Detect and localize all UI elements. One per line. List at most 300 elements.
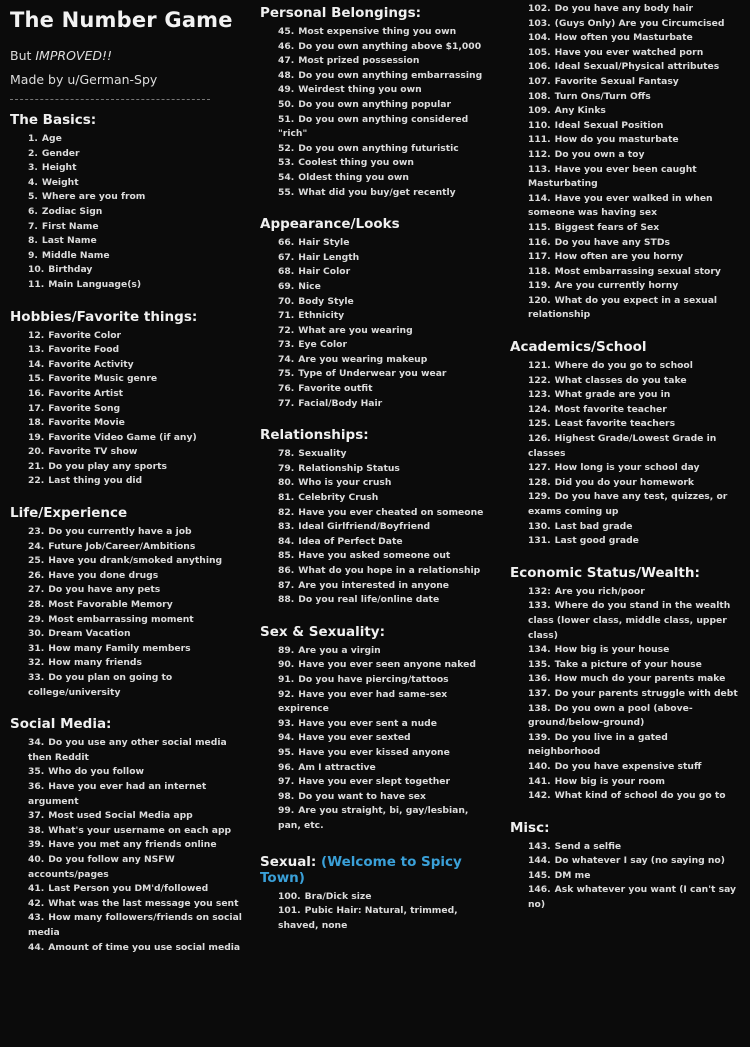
question-item <box>510 520 742 535</box>
section-title: Social Media: <box>10 716 112 733</box>
question-text: Age <box>41 133 62 144</box>
question-number: 14. <box>28 358 45 370</box>
question-text: Zodiac Sign <box>41 205 103 217</box>
question-item <box>510 702 742 731</box>
question-number: 33. <box>28 672 45 683</box>
question-number: 109. <box>528 105 551 117</box>
question-item <box>510 417 742 432</box>
question-text: Main Language(s) <box>48 278 142 290</box>
question-number: 13. <box>28 344 45 356</box>
question-number: 30. <box>28 628 45 640</box>
question-text: Do you own anything embarrassing <box>298 69 483 81</box>
question-number: 75. <box>278 368 295 380</box>
question-number: 25. <box>28 555 45 567</box>
section-relationships <box>260 427 492 608</box>
question-number: 7. <box>28 220 38 232</box>
question-text: Most prized possession <box>298 55 420 67</box>
question-number: 132: <box>528 585 551 597</box>
question-number: 24. <box>28 540 45 552</box>
question-number: 51. <box>278 113 295 125</box>
question-item <box>10 911 242 940</box>
question-text: Take a picture of your house <box>554 658 702 670</box>
question-text: Idea of Perfect Date <box>298 535 403 547</box>
question-text: Eye Color <box>298 339 348 351</box>
section-sexual-continued <box>510 2 742 323</box>
question-item <box>510 461 742 476</box>
question-text: Have you ever had an internet argument <box>28 780 207 807</box>
question-number: 124. <box>528 403 551 415</box>
question-number: 34. <box>28 737 45 749</box>
question-item <box>10 554 242 569</box>
question-text: What classes do you take <box>554 374 687 386</box>
section-misc <box>510 820 742 913</box>
question-item <box>510 476 742 491</box>
question-number: 38. <box>28 824 45 836</box>
question-number: 83. <box>278 521 295 533</box>
question-number: 27. <box>28 584 45 596</box>
question-number: 45. <box>278 26 295 37</box>
question-text: Do you own anything above $1,000 <box>298 40 482 52</box>
question-number: 72. <box>278 324 295 336</box>
question-number: 36. <box>28 780 45 792</box>
section-title: Academics/School <box>510 339 647 356</box>
question-item <box>10 147 242 162</box>
question-text: Do you have any STDs <box>554 236 670 248</box>
question-number: 15. <box>28 373 45 385</box>
question-text: Highest Grade/Lowest Grade in classes <box>528 433 717 459</box>
question-number: 23. <box>28 526 45 538</box>
question-item <box>510 359 742 374</box>
question-text: Last Person you DM'd/followed <box>48 883 209 895</box>
question-item <box>260 251 492 266</box>
question-number: 1. <box>28 133 38 144</box>
question-item <box>10 190 242 205</box>
question-text: What grade are you in <box>554 389 671 401</box>
question-text: Have you drank/smoked anything <box>48 555 223 567</box>
section-title: Misc: <box>510 819 550 836</box>
question-item <box>10 176 242 191</box>
question-item <box>510 658 742 673</box>
question-text: Do you own anything futuristic <box>298 142 459 154</box>
question-number: 20. <box>28 446 45 458</box>
question-number: 44. <box>28 941 45 953</box>
question-number: 40. <box>28 853 45 865</box>
question-item <box>10 358 242 373</box>
question-item <box>10 627 242 642</box>
question-text: Ideal Sexual/Physical attributes <box>554 61 720 73</box>
question-item <box>10 598 242 613</box>
question-text: How often you Masturbate <box>554 32 693 44</box>
question-text: Do whatever I say (no saying no) <box>554 855 725 867</box>
question-text: Hair Length <box>298 251 360 263</box>
question-text: Favorite Activity <box>48 358 134 370</box>
question-item <box>510 148 742 163</box>
question-number: 137. <box>528 687 551 699</box>
question-text: Relationship Status <box>298 462 400 474</box>
question-number: 134. <box>528 644 551 656</box>
question-number: 26. <box>28 569 45 581</box>
question-number: 39. <box>28 839 45 851</box>
question-text: How do you masturbate <box>554 134 679 146</box>
question-item <box>10 234 242 249</box>
question-text: Do you own anything popular <box>298 98 452 110</box>
question-text: Sexuality <box>298 448 347 460</box>
question-number: 89. <box>278 644 295 656</box>
question-item <box>510 854 742 869</box>
section-academics <box>510 339 742 549</box>
question-number: 139. <box>528 731 551 743</box>
question-text: Most favorite teacher <box>554 403 667 415</box>
question-item <box>260 804 492 833</box>
question-item <box>260 673 492 688</box>
question-text: Do you have any body hair <box>554 3 694 14</box>
question-number: 17. <box>28 402 45 414</box>
question-number: 82. <box>278 506 295 518</box>
question-item <box>510 279 742 294</box>
question-item <box>260 476 492 491</box>
question-number: 47. <box>278 55 295 67</box>
question-number: 29. <box>28 613 45 625</box>
question-item <box>260 579 492 594</box>
question-number: 129. <box>528 491 551 503</box>
section-title: Sexual: (Welcome to Spicy Town) <box>260 853 462 886</box>
question-item <box>510 775 742 790</box>
question-item <box>10 372 242 387</box>
question-list <box>510 585 742 804</box>
question-number: 11. <box>28 278 45 290</box>
question-text: Have you ever slept together <box>298 776 451 788</box>
question-item <box>510 869 742 884</box>
question-number: 112. <box>528 148 551 160</box>
question-item <box>260 83 492 98</box>
question-text: Turn Ons/Turn Offs <box>554 90 651 102</box>
question-number: 108. <box>528 90 551 102</box>
question-item <box>10 736 242 765</box>
question-item <box>510 17 742 32</box>
question-item <box>260 890 492 905</box>
question-text: Where do you go to school <box>554 360 693 372</box>
question-item <box>510 46 742 61</box>
question-text: Ideal Sexual Position <box>554 119 664 131</box>
question-text: Have you ever watched porn <box>554 46 704 58</box>
question-text: Do you want to have sex <box>298 790 426 802</box>
question-text: Coolest thing you own <box>298 157 414 169</box>
question-number: 117. <box>528 251 551 263</box>
question-item <box>510 163 742 192</box>
question-number: 84. <box>278 535 295 547</box>
question-item <box>10 161 242 176</box>
question-number: 127. <box>528 462 551 474</box>
question-item <box>10 263 242 278</box>
question-text: Do you have piercing/tattoos <box>298 673 449 685</box>
question-number: 4. <box>28 176 38 188</box>
question-number: 104. <box>528 32 551 44</box>
question-text: Have you ever cheated on someone <box>298 506 484 518</box>
question-number: 76. <box>278 383 295 395</box>
question-number: 32. <box>28 657 45 669</box>
question-text: Favorite Food <box>48 344 120 356</box>
question-item <box>10 671 242 700</box>
question-text: Favorite outfit <box>298 383 373 395</box>
column-3 <box>510 0 742 913</box>
question-number: 88. <box>278 594 295 606</box>
question-number: 91. <box>278 673 295 685</box>
question-item <box>510 789 742 804</box>
question-item <box>10 613 242 628</box>
question-text: How many friends <box>48 657 142 669</box>
question-number: 107. <box>528 75 551 87</box>
question-item <box>10 474 242 489</box>
question-number: 55. <box>278 186 295 198</box>
section-title: Economic Status/Wealth: <box>510 564 700 581</box>
question-item <box>510 250 742 265</box>
question-text: What are you wearing <box>298 324 413 336</box>
question-number: 115. <box>528 221 551 233</box>
page-title: The Number Game <box>10 8 233 32</box>
question-list <box>260 447 492 608</box>
question-item <box>260 367 492 382</box>
question-number: 85. <box>278 550 295 562</box>
question-text: Do you plan on going to college/university <box>28 672 173 698</box>
question-text: Ideal Girlfriend/Boyfriend <box>298 521 431 533</box>
question-list <box>10 329 242 490</box>
question-list <box>10 132 242 293</box>
question-item <box>510 840 742 855</box>
question-item <box>260 113 492 142</box>
question-text: Pubic Hair: Natural, trimmed, shaved, none <box>278 905 458 931</box>
section-title: Personal Belongings: <box>260 5 422 21</box>
question-number: 16. <box>28 387 45 399</box>
question-text: What do you expect in a sexual relationship <box>528 294 718 321</box>
question-number: 12. <box>28 329 45 341</box>
question-number: 9. <box>28 249 38 261</box>
question-number: 67. <box>278 251 295 263</box>
question-text: Dream Vacation <box>48 628 131 640</box>
question-number: 140. <box>528 760 551 772</box>
question-item <box>10 205 242 220</box>
question-text: Do you own a toy <box>554 148 645 160</box>
question-text: Are you a virgin <box>298 644 381 656</box>
question-number: 8. <box>28 235 38 247</box>
question-text: Have you ever walked in when someone was having sex <box>528 192 713 219</box>
question-text: Have you asked someone out <box>298 550 451 562</box>
question-text: How long is your school day <box>554 462 700 474</box>
question-number: 97. <box>278 776 295 788</box>
question-text: Gender <box>41 147 80 159</box>
question-number: 41. <box>28 883 45 895</box>
section-hobbies <box>10 309 242 490</box>
question-text: Nice <box>298 280 321 292</box>
question-item <box>260 98 492 113</box>
question-list <box>510 840 742 913</box>
question-number: 94. <box>278 732 295 744</box>
question-text: Do you have any test, quizzes, or exams coming up <box>528 491 728 517</box>
question-number: 135. <box>528 658 551 670</box>
question-number: 81. <box>278 492 295 504</box>
question-number: 77. <box>278 397 295 409</box>
question-text: Favorite Sexual Fantasy <box>554 75 679 87</box>
question-text: Do you have expensive stuff <box>554 760 702 772</box>
question-item <box>260 761 492 776</box>
question-item <box>260 236 492 251</box>
question-text: How much do your parents make <box>554 673 726 685</box>
question-number: 110. <box>528 119 551 131</box>
question-text: Most expensive thing you own <box>298 26 457 37</box>
question-number: 93. <box>278 717 295 729</box>
question-number: 6. <box>28 205 38 217</box>
question-number: 95. <box>278 746 295 758</box>
question-text: Oldest thing you own <box>298 171 409 183</box>
question-item <box>260 593 492 608</box>
section-title: Hobbies/Favorite things: <box>10 308 198 325</box>
question-item <box>260 186 492 201</box>
question-text: Do you live in a gated neighborhood <box>528 731 668 758</box>
question-number: 19. <box>28 431 45 443</box>
question-item <box>260 775 492 790</box>
question-number: 144. <box>528 855 551 867</box>
question-text: Weight <box>41 176 79 188</box>
question-text: Do you own anything considered "rich" <box>278 113 469 140</box>
question-item <box>10 583 242 598</box>
question-item <box>510 687 742 702</box>
question-number: 22. <box>28 475 45 487</box>
question-number: 80. <box>278 477 295 489</box>
question-number: 53. <box>278 157 295 169</box>
question-item <box>260 790 492 805</box>
question-number: 28. <box>28 599 45 611</box>
question-text: Ethnicity <box>298 310 345 322</box>
question-text: Favorite Color <box>48 329 122 341</box>
question-number: 130. <box>528 520 551 532</box>
question-text: Biggest fears of Sex <box>554 221 660 233</box>
question-number: 146. <box>528 884 551 896</box>
question-number: 37. <box>28 810 45 822</box>
question-list <box>260 236 492 411</box>
question-number: 136. <box>528 673 551 685</box>
section-title: Appearance/Looks <box>260 216 400 233</box>
subtitle: But IMPROVED!! <box>10 48 113 63</box>
question-item <box>10 882 242 897</box>
question-text: Weirdest thing you own <box>298 84 422 96</box>
question-item <box>10 329 242 344</box>
question-item <box>510 192 742 221</box>
question-number: 126. <box>528 433 551 445</box>
question-number: 74. <box>278 353 295 365</box>
question-item <box>510 883 742 912</box>
question-text: Have you ever had same-sex expirence <box>278 688 448 715</box>
question-text: Where do you stand in the wealth class (lower class, middle class, upper class) <box>528 600 731 641</box>
question-number: 49. <box>278 84 295 96</box>
question-item <box>260 658 492 673</box>
question-number: 119. <box>528 280 551 292</box>
question-number: 138. <box>528 702 551 714</box>
question-number: 52. <box>278 142 295 154</box>
question-text: Last thing you did <box>48 475 143 487</box>
question-number: 125. <box>528 418 551 430</box>
question-text: How big is your room <box>554 775 665 787</box>
question-text: Do you currently have a job <box>48 526 192 538</box>
question-item <box>10 941 242 956</box>
question-item <box>510 221 742 236</box>
question-item <box>260 338 492 353</box>
section-personal-belongings <box>260 5 492 200</box>
question-text: Last good grade <box>554 535 639 547</box>
question-item <box>10 249 242 264</box>
question-item <box>510 388 742 403</box>
question-number: 113. <box>528 163 551 175</box>
question-item <box>10 824 242 839</box>
question-text: Least favorite teachers <box>554 418 676 430</box>
question-item <box>510 374 742 389</box>
question-number: 50. <box>278 98 295 110</box>
question-number: 131. <box>528 535 551 547</box>
question-item <box>10 416 242 431</box>
question-item <box>260 904 492 933</box>
question-number: 118. <box>528 265 551 277</box>
question-item <box>510 731 742 760</box>
question-text: Most embarrassing moment <box>48 613 194 625</box>
question-number: 123. <box>528 389 551 401</box>
question-number: 21. <box>28 460 45 472</box>
question-item <box>510 236 742 251</box>
question-number: 111. <box>528 134 551 146</box>
question-number: 103. <box>528 17 551 29</box>
question-item <box>510 672 742 687</box>
question-text: What's your username on each app <box>48 824 232 836</box>
question-number: 101. <box>278 905 301 917</box>
question-text: Most embarrassing sexual story <box>554 265 721 277</box>
question-number: 54. <box>278 171 295 183</box>
question-item <box>260 280 492 295</box>
column-2 <box>260 0 492 933</box>
question-text: Who do you follow <box>48 766 145 778</box>
question-text: Have you ever been caught Masturbating <box>528 163 697 190</box>
question-number: 71. <box>278 310 295 322</box>
question-text: Ask whatever you want (I can't say no) <box>528 884 736 911</box>
question-item <box>260 462 492 477</box>
question-text: Am I attractive <box>298 761 376 773</box>
question-list <box>260 644 492 834</box>
question-text: Hair Color <box>298 266 351 278</box>
question-item <box>260 156 492 171</box>
question-text: Send a selfie <box>554 840 622 852</box>
question-number: 114. <box>528 192 551 204</box>
question-item <box>260 688 492 717</box>
question-text: How many Family members <box>48 642 191 654</box>
question-number: 141. <box>528 775 551 787</box>
question-item <box>10 445 242 460</box>
column-1 <box>10 0 242 955</box>
question-number: 133. <box>528 600 551 612</box>
question-item <box>10 569 242 584</box>
question-text: Middle Name <box>41 249 110 261</box>
question-number: 121. <box>528 360 551 372</box>
question-text: Amount of time you use social media <box>48 941 241 953</box>
question-text: Most used Social Media app <box>48 810 193 822</box>
question-item <box>260 25 492 40</box>
question-number: 128. <box>528 476 551 488</box>
question-number: 31. <box>28 642 45 654</box>
question-number: 90. <box>278 659 295 671</box>
question-text: Have you done drugs <box>48 569 159 581</box>
question-text: Are you rich/poor <box>554 585 645 597</box>
section-sex-sexuality <box>260 624 492 834</box>
question-item <box>260 746 492 761</box>
question-text: What do you hope in a relationship <box>298 565 481 576</box>
question-number: 86. <box>278 565 295 576</box>
question-item <box>260 142 492 157</box>
question-item <box>10 780 242 809</box>
